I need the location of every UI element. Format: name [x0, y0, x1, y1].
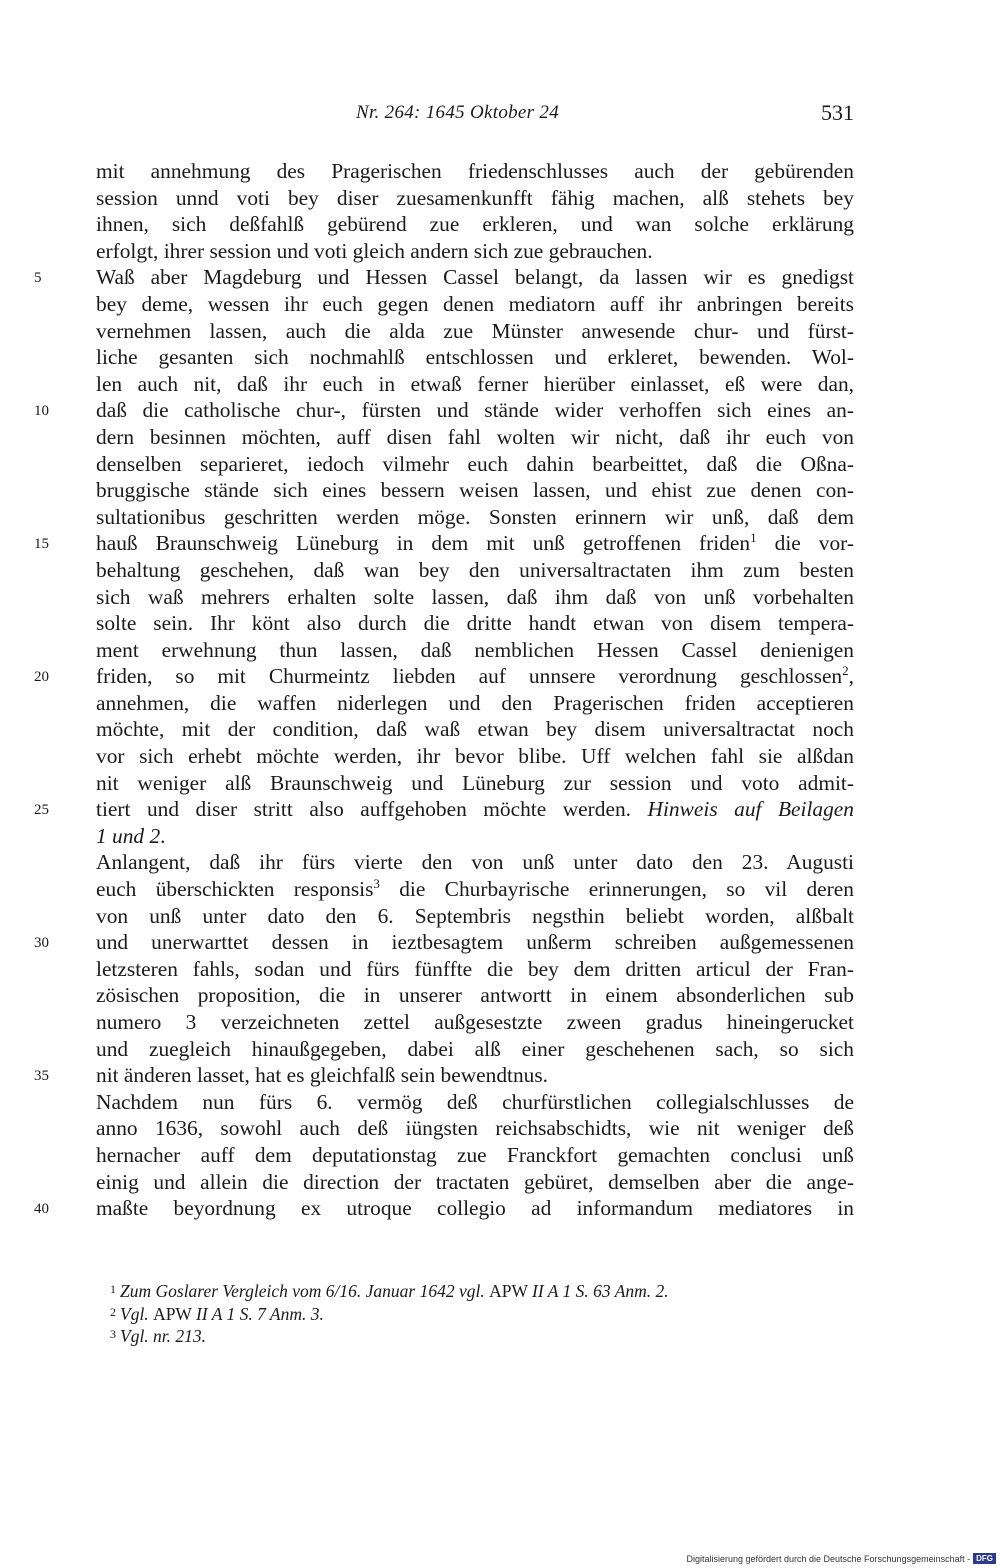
editorial-note: 1 und 2: [96, 823, 161, 848]
line-text: und unerwarttet dessen in ieztbesagtem unßerm schreiben außgemessenen: [96, 930, 854, 955]
text-line: [96, 477, 854, 504]
text-line: [96, 1089, 854, 1116]
line-text: von unß unter dato den 6. Septembris negsthin beliebt worden, alßbalt: [96, 903, 854, 928]
text-line: [96, 584, 854, 611]
line-text: friden, so mit Churmeintz liebden auf unnsere verordnung geschlossen: [96, 664, 843, 689]
text-line: [96, 1036, 854, 1063]
line-number: 20: [34, 669, 49, 686]
text-line: [96, 690, 854, 717]
line-text: nit weniger alß Braunschweig und Lüneburg zur session und voto admit-: [96, 770, 854, 795]
text-line: [96, 610, 854, 637]
line-text: mit annehmung des Pragerischen friedenschlusses auch der gebürenden: [96, 159, 854, 183]
line-number: 15: [34, 536, 49, 553]
footnote-text: Vgl. nr. 213.: [120, 1326, 207, 1346]
dfg-logo-icon: DFG: [973, 1553, 996, 1564]
footnote-abbrev: APW: [153, 1303, 197, 1324]
line-text: hauß Braunschweig Lüneburg in dem mit unß getroffenen friden: [96, 531, 751, 556]
text-line: [96, 876, 854, 903]
text-line: [96, 743, 854, 770]
text-line: [96, 1115, 854, 1142]
line-text: nit änderen lasset, hat es gleichfalß sein bewendtnus.: [96, 1063, 549, 1088]
footnote-reference: 3: [373, 876, 380, 892]
line-text: letzsteren fahls, sodan und fürs fünffte die bey dem dritten articul der Fran-: [96, 956, 854, 981]
text-line: [96, 504, 854, 531]
line-text: dern besinnen möchten, auff disen fahl wolten wir nicht, daß ihr euch von: [96, 424, 854, 449]
text-line: [34, 1062, 854, 1089]
footnote: [110, 1278, 854, 1301]
text-line: [34, 796, 854, 823]
line-text: sultationibus geschritten werden möge. Sonsten erinnern wir unß, daß dem: [96, 504, 854, 529]
line-text: sich waß mehrers erhalten solte lassen, daß ihm daß von unß vorbehalten: [96, 584, 854, 609]
line-text: bey deme, wessen ihr euch gegen denen mediatorn auff ihr anbringen bereits: [96, 291, 854, 316]
text-line: [96, 211, 854, 238]
line-text: Anlangent, daß ihr fürs vierte den von unß unter dato den 23. Augusti: [96, 850, 854, 875]
footnote-abbrev: APW: [489, 1281, 533, 1301]
line-text: session unnd voti bey diser zuesamenkunfft fähig machen, alß stehets bey: [96, 185, 854, 210]
text-line: [96, 318, 854, 345]
line-text: zösischen proposition, die in unserer antwortt in einem absonderlichen sub: [96, 983, 854, 1008]
line-text: möchte, mit der condition, daß waß etwan bey disem universaltractat noch: [96, 717, 854, 742]
line-text: einig und allein die direction der tractaten gebüret, demselben aber die ange-: [96, 1169, 854, 1194]
text-line: [96, 1142, 854, 1169]
text-line: [34, 1195, 854, 1222]
line-text: behaltung geschehen, daß wan bey den universaltractaten ihm zum besten: [96, 557, 854, 582]
text-line: [96, 956, 854, 983]
footnote-mark: 3: [110, 1327, 116, 1341]
dfg-credit-text: Digitalisierung gefördert durch die Deutsche Forschungsgemeinschaft -: [686, 1553, 971, 1564]
line-text: len auch nit, daß ihr euch in etwaß ferner hierüber einlasset, eß were dan,: [96, 371, 854, 396]
page-header: [96, 102, 854, 132]
footnote-text: II A 1 S. 63 Anm. 2.: [532, 1281, 669, 1301]
line-number: 5: [34, 270, 42, 287]
line-text: erfolgt, ihrer session und voti gleich andern sich zue gebrauchen.: [96, 238, 653, 263]
line-text: Nachdem nun fürs 6. vermög deß churfürstlichen collegialschlusses de: [96, 1089, 854, 1114]
line-number: 10: [34, 403, 49, 420]
line-text: vernehmen lassen, auch die alda zue Münster anwesende chur- und fürst-: [96, 318, 854, 343]
line-text: Waß aber Magdeburg und Hessen Cassel belangt, da lassen wir es gnedigst: [96, 265, 854, 290]
footnote-mark: 2: [110, 1304, 116, 1319]
dfg-credit: [686, 1553, 996, 1564]
line-text: annehmen, die waffen niderlegen und den Pragerischen friden acceptieren: [96, 690, 854, 715]
text-line: [34, 929, 854, 956]
text-line: [96, 451, 854, 478]
footnote-text: Vgl.: [120, 1303, 154, 1324]
line-text: hernacher auff dem deputationstag zue Franckfort gemachten conclusi unß: [96, 1142, 854, 1167]
line-text: anno 1636, sowohl auch deß iüngsten reichsabschidts, wie nit weniger deß: [96, 1116, 854, 1141]
text-line: [34, 264, 854, 291]
page-number: 531: [821, 100, 854, 125]
footnote-reference: 2: [842, 663, 849, 679]
line-text: vor sich erhebt möchte werden, ihr bevor blibe. Uff welchen fahl sie alßdan: [96, 744, 854, 769]
running-head: Nr. 264: 1645 Oktober 24: [356, 102, 559, 123]
line-text: und zueglеich hinaußgegeben, dabei alß einer geschehenen sach, so sich: [96, 1036, 854, 1061]
text-line: [96, 637, 854, 664]
footnote-reference: 1: [750, 530, 757, 546]
text-line: [96, 238, 854, 265]
footnote-text: II A 1 S. 7 Anm. 3.: [196, 1303, 324, 1324]
line-number: 30: [34, 935, 49, 952]
editorial-note: Hinweis auf Beilagen: [647, 797, 854, 822]
footnote-text: Zum Goslarer Vergleich vom 6/16. Januar 1642 vgl.: [120, 1281, 490, 1301]
footnote: [110, 1301, 854, 1324]
text-line: [96, 1009, 854, 1036]
text-line: [34, 663, 854, 690]
line-text: die vor-: [756, 531, 854, 556]
text-line: [96, 770, 854, 797]
line-text: tiert und diser stritt also auffgehoben möchte werden.: [96, 797, 648, 822]
text-line: [96, 716, 854, 743]
line-text: .: [160, 823, 166, 848]
line-text: euch überschickten responsis: [96, 877, 374, 902]
line-text: maßte beyordnung ex utroque collegio ad informandum mediatores in: [96, 1196, 854, 1221]
text-line: [96, 982, 854, 1009]
text-line: [96, 903, 854, 930]
text-line: [96, 823, 854, 850]
line-number: 25: [34, 802, 49, 819]
line-text: ihnen, sich deßfahlß gebürend zue erkleren, und wan solche erklärung: [96, 212, 854, 237]
footnote: [110, 1323, 854, 1346]
line-text: solte sein. Ihr könt also durch die dritte handt etwan von disem tempera-: [96, 611, 854, 636]
text-line: [96, 158, 854, 185]
text-line: [96, 424, 854, 451]
line-text: numero 3 verzeichneten zettel außgesestzte zween gradus hineingerucket: [96, 1010, 854, 1034]
line-text: ,: [848, 664, 854, 689]
footnote-mark: 1: [110, 1282, 116, 1296]
line-text: liche gesanten sich nochmahlß entschlossen und erkleret, bewenden. Wol-: [96, 345, 854, 370]
line-text: denselben separieret, iedoch vilmehr euch dahin bearbeittet, daß die Oßna-: [96, 451, 854, 476]
line-text: ment erwehnung thun lassen, daß nemblichen Hessen Cassel denienigen: [96, 637, 854, 662]
text-line: [96, 1169, 854, 1196]
text-line: [96, 371, 854, 398]
footnotes: [110, 1278, 854, 1346]
text-line: [96, 291, 854, 318]
line-number: 40: [34, 1201, 49, 1218]
line-text: daß die catholische chur-, fürsten und stände wider verhoffen sich eines an-: [96, 398, 854, 423]
text-line: [96, 185, 854, 212]
text-line: [96, 557, 854, 584]
main-text: [34, 158, 854, 1222]
text-line: [34, 397, 854, 424]
text-line: [96, 849, 854, 876]
text-line: [34, 530, 854, 557]
line-text: bruggische stände sich eines bessern weisen lassen, und ehist zue denen con-: [96, 478, 854, 503]
line-text: die Churbayrische erinnerungen, so vil deren: [379, 877, 854, 902]
text-line: [96, 344, 854, 371]
line-number: 35: [34, 1068, 49, 1085]
